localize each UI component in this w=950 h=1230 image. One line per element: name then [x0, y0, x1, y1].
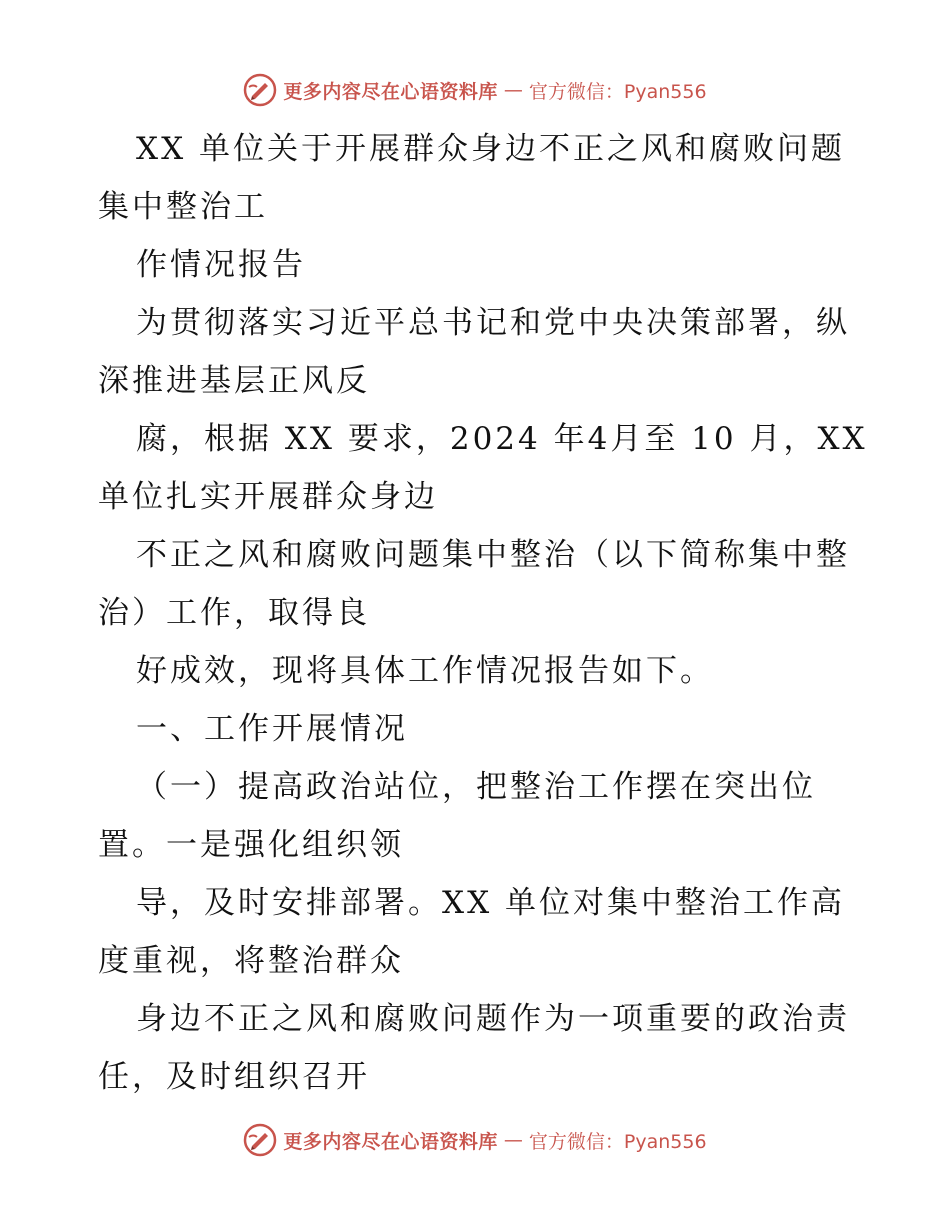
paragraph-line: 不正之风和腐败问题集中整治（以下简称集中整	[136, 537, 850, 573]
footer-banner-wechat: 官方微信：Pyan556	[528, 1130, 707, 1153]
book-pen-logo-icon	[243, 1123, 277, 1157]
paragraph-line: 度重视，将整治群众	[98, 943, 404, 979]
book-pen-logo-icon	[243, 73, 277, 107]
paragraph-line: 好成效，现将具体工作情况报告如下。	[136, 653, 714, 689]
section-heading: 一、工作开展情况	[136, 711, 408, 747]
header-watermark-banner	[0, 70, 950, 110]
paragraph-line: 治）工作，取得良	[98, 595, 370, 631]
paragraph-line: 导，及时安排部署。XX 单位对集中整治工作高	[136, 885, 845, 921]
title-line-1: XX 单位关于开展群众身边不正之风和腐败问题	[136, 131, 845, 167]
title-line-3: 作情况报告	[136, 247, 306, 283]
footer-banner-dash: —	[503, 1129, 523, 1151]
header-banner-text: 更多内容尽在心语资料库	[283, 80, 498, 103]
document-body	[98, 120, 868, 1106]
paragraph-line: 任，及时组织召开	[98, 1059, 370, 1095]
header-banner-wechat: 官方微信：Pyan556	[528, 80, 707, 103]
title-line-2: 集中整治工	[98, 189, 268, 225]
paragraph-line: 深推进基层正风反	[98, 363, 370, 399]
footer-watermark-banner	[0, 1120, 950, 1160]
paragraph-line: 置。一是强化组织领	[98, 827, 404, 863]
subsection-heading: （一）提高政治站位，把整治工作摆在突出位	[136, 769, 816, 805]
paragraph-line: 身边不正之风和腐败问题作为一项重要的政治责	[136, 1001, 850, 1037]
footer-banner-text: 更多内容尽在心语资料库	[283, 1130, 498, 1153]
paragraph-line: 单位扎实开展群众身边	[98, 479, 438, 515]
paragraph-line: 腐，根据 XX 要求，2024 年4月至 10 月，XX	[136, 421, 868, 457]
paragraph-line: 为贯彻落实习近平总书记和党中央决策部署，纵	[136, 305, 850, 341]
header-banner-dash: —	[503, 79, 523, 101]
